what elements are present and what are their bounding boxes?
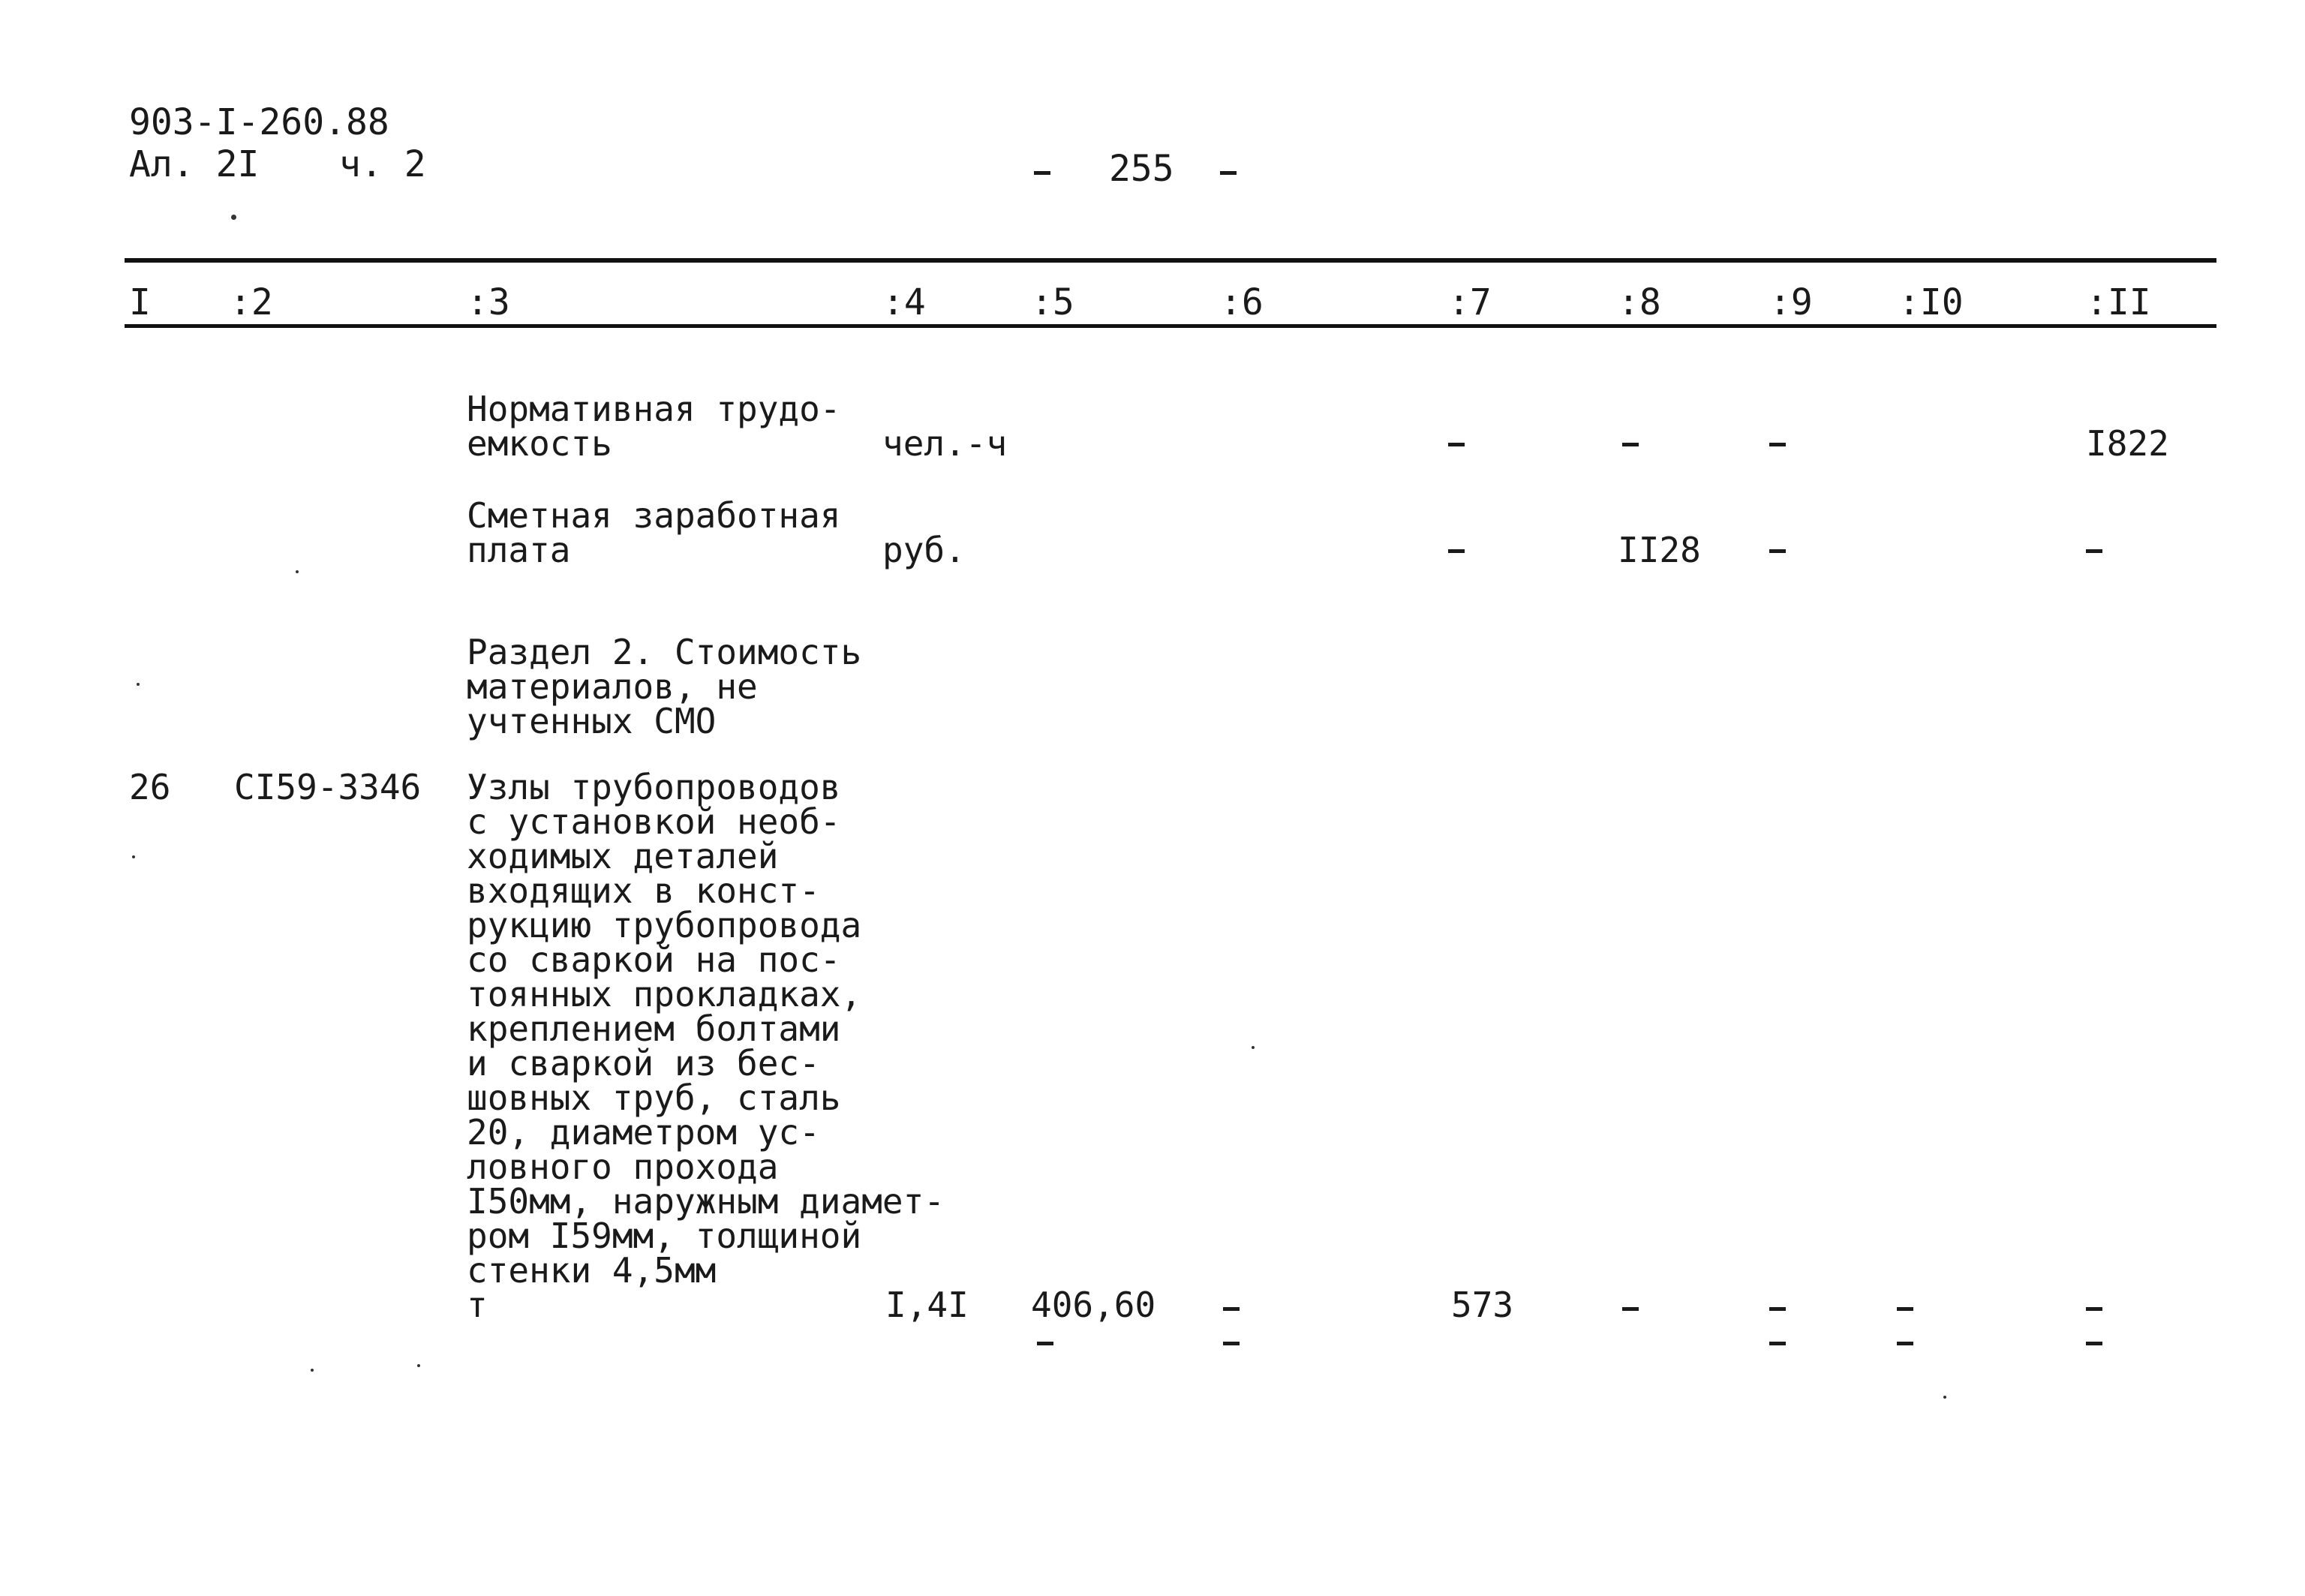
page-number-dash-left (1034, 171, 1050, 175)
column-header-6: :6 (1220, 281, 1264, 323)
salary-description: Сметная заработная плата (467, 495, 841, 570)
album-number: Ал. 2I (129, 143, 260, 185)
salary-unit: руб. (882, 530, 966, 570)
item-col5-sub-dash (1037, 1342, 1053, 1345)
salary-col7-dash (1448, 549, 1465, 553)
page-number-dash-right (1220, 171, 1237, 175)
labor-col8-dash (1622, 443, 1639, 446)
table-top-rule (125, 258, 2216, 263)
column-header-1: I (129, 281, 151, 323)
column-header-9: :9 (1769, 281, 1813, 323)
labor-unit: чел.-ч (882, 423, 1008, 464)
salary-col11-dash (2086, 549, 2102, 553)
scan-speck (311, 1369, 314, 1372)
scan-speck (132, 855, 135, 858)
scan-speck (231, 215, 236, 220)
salary-col8-value: II28 (1618, 530, 1701, 570)
item-col11-sub-dash (2086, 1342, 2102, 1345)
item-col10-dash (1897, 1307, 1913, 1311)
column-header-11: :II (2086, 281, 2151, 323)
scan-speck (296, 570, 299, 573)
item-code: СI59-3346 (234, 767, 422, 807)
column-header-2: :2 (230, 281, 273, 323)
item-col11-dash (2086, 1307, 2102, 1311)
item-number: 26 (129, 767, 171, 807)
column-header-8: :8 (1618, 281, 1661, 323)
page-number: 255 (1109, 148, 1174, 190)
labor-col9-dash (1769, 443, 1786, 446)
item-unit-price: 406,60 (1031, 1285, 1156, 1325)
part-number: ч. 2 (339, 143, 426, 185)
item-description: Узлы трубопроводов с установкой необ- ходимых деталей входящих в конст- рукцию трубопровода со сваркой на пос- тоянных прокладках, креплением болтами и сваркой из бес- шовных труб, сталь 20, диаметром ус- ловного прохода I50мм, наружным диамет- ром I59мм, толщиной стенки 4,5мм (467, 767, 945, 1291)
item-col6-dash (1223, 1307, 1240, 1311)
labor-description: Нормативная трудо- емкость (467, 389, 841, 464)
item-total: 573 (1451, 1285, 1514, 1325)
item-quantity: I,4I (885, 1285, 969, 1325)
item-unit: т (467, 1285, 488, 1325)
scan-speck (1943, 1396, 1946, 1399)
column-header-4: :4 (882, 281, 926, 323)
item-col8-dash (1622, 1307, 1639, 1311)
column-header-3: :3 (467, 281, 510, 323)
section-title: Раздел 2. Стоимость материалов, не учтенных СМО (467, 632, 862, 741)
column-header-10: :I0 (1898, 281, 1964, 323)
document-code: 903-I-260.88 (129, 101, 389, 143)
scan-speck (417, 1364, 420, 1367)
labor-col7-dash (1448, 443, 1465, 446)
item-col9-dash (1769, 1307, 1786, 1311)
salary-col9-dash (1769, 549, 1786, 553)
item-col10-sub-dash (1897, 1342, 1913, 1345)
column-header-7: :7 (1448, 281, 1492, 323)
table-header-bottom-rule (125, 324, 2216, 328)
item-col6-sub-dash (1223, 1342, 1240, 1345)
item-col9-sub-dash (1769, 1342, 1786, 1345)
scan-speck (1252, 1046, 1255, 1049)
labor-col11-value: I822 (2086, 423, 2169, 464)
column-header-5: :5 (1031, 281, 1074, 323)
scan-speck (137, 683, 140, 686)
